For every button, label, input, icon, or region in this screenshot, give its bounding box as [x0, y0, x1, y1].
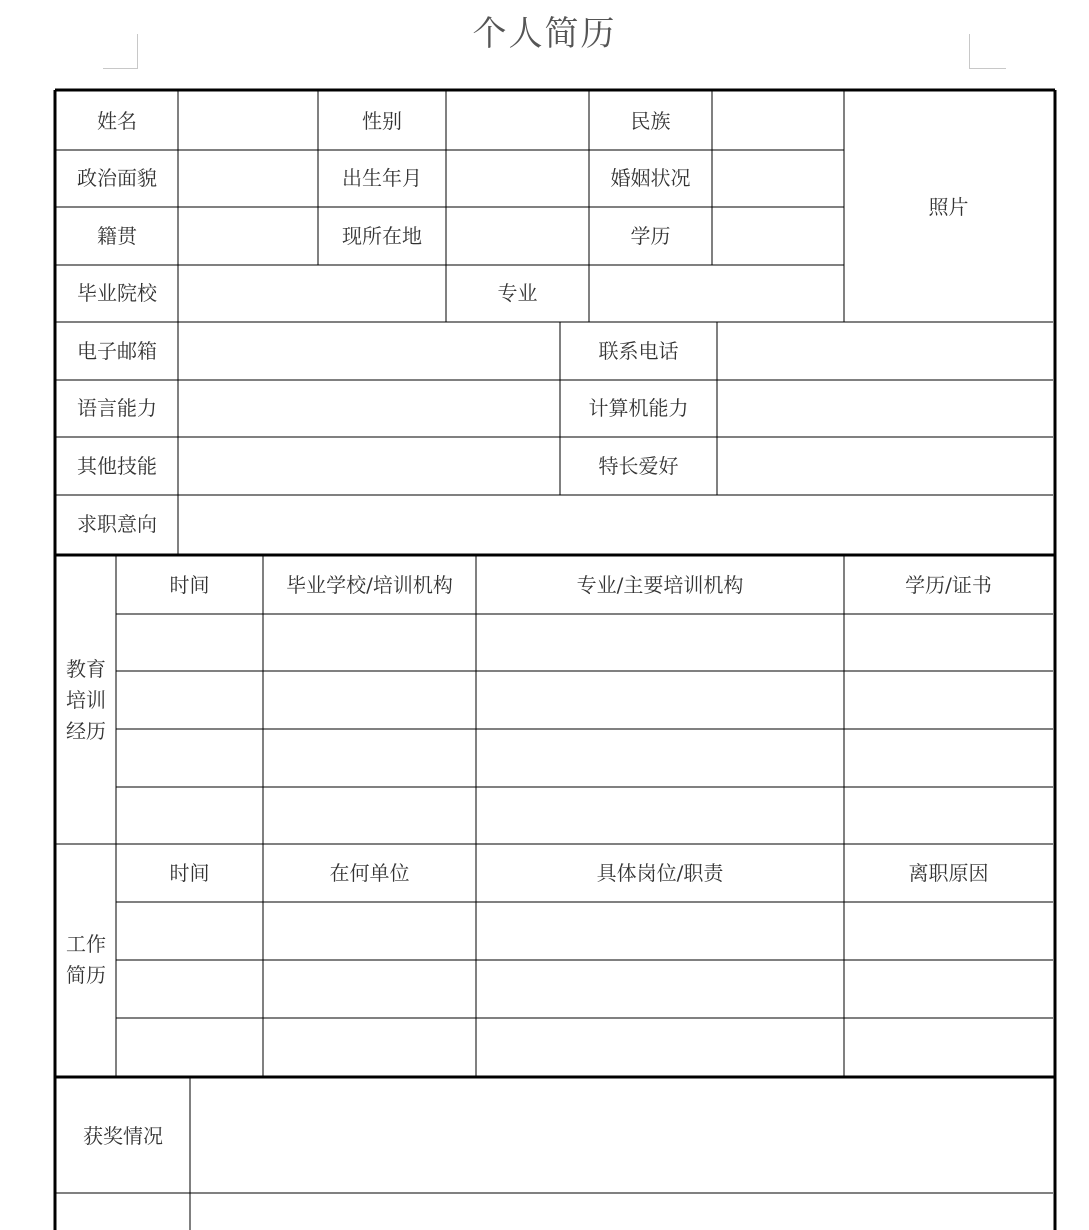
photo-placeholder: 照片	[928, 194, 969, 219]
label-computer: 计算机能力	[588, 396, 689, 420]
edu-header-major: 专业/主要培训机构	[576, 573, 744, 597]
section-label-education	[56, 557, 116, 844]
label-marital-status: 婚姻状况	[610, 166, 691, 190]
page-title: 个人简历	[472, 14, 617, 54]
label-other-skills: 其他技能	[77, 453, 157, 478]
label-school: 毕业院校	[77, 281, 157, 305]
label-hobbies: 特长爱好	[598, 453, 679, 478]
section-label-line: 培训	[66, 688, 106, 712]
edu-header-school: 毕业学校/培训机构	[286, 573, 453, 597]
edu-header-certificate: 学历/证书	[905, 573, 992, 597]
label-awards: 获奖情况	[83, 1123, 163, 1148]
label-birth: 出生年月	[342, 166, 422, 190]
label-current-location: 现所在地	[342, 223, 422, 248]
work-header-company: 在何单位	[329, 860, 410, 885]
section-label-line: 教育	[66, 657, 106, 681]
label-job-intention: 求职意向	[77, 512, 157, 536]
label-hometown: 籍贯	[97, 223, 137, 248]
label-gender: 性别	[362, 108, 402, 133]
edu-header-time: 时间	[169, 573, 210, 597]
label-email: 电子邮箱	[77, 338, 157, 363]
label-name: 姓名	[97, 108, 137, 133]
section-label-work	[56, 844, 116, 1076]
label-phone: 联系电话	[598, 338, 679, 363]
label-major: 专业	[497, 281, 538, 305]
label-degree: 学历	[630, 223, 671, 248]
work-header-time: 时间	[169, 860, 210, 885]
label-ethnicity: 民族	[630, 108, 671, 133]
label-political-status: 政治面貌	[77, 166, 157, 190]
section-label-line: 简历	[66, 963, 106, 987]
section-label-line: 经历	[66, 719, 106, 743]
label-language: 语言能力	[77, 396, 157, 420]
work-header-position: 具体岗位/职责	[596, 860, 724, 885]
work-header-reason: 离职原因	[908, 860, 989, 885]
section-label-line: 工作	[66, 932, 106, 956]
